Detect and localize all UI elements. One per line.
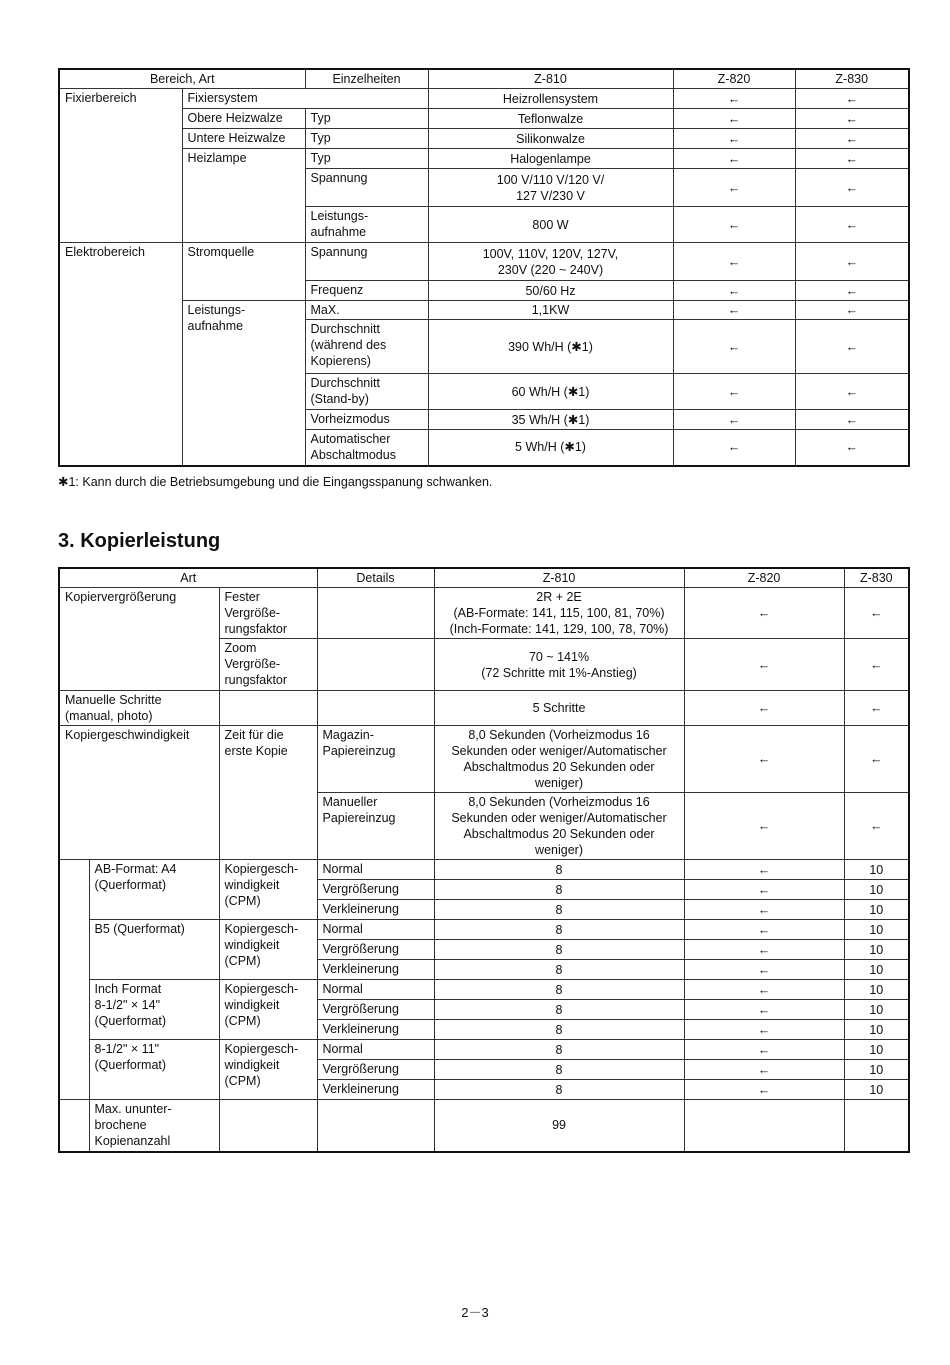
same-as-arrow: ← xyxy=(684,980,844,1000)
tray-feed-label: Magazin- Papiereinzug xyxy=(317,726,434,793)
same-as-arrow: ← xyxy=(673,430,795,466)
z830-cpm: 10 xyxy=(844,860,909,880)
z830-cpm: 10 xyxy=(844,1080,909,1100)
heat-lamp-label: Heizlampe xyxy=(182,149,305,243)
mode-label: Normal xyxy=(317,980,434,1000)
same-as-arrow: ← xyxy=(673,374,795,410)
same-as-arrow: ← xyxy=(673,243,795,281)
z830-cpm: 10 xyxy=(844,1060,909,1080)
same-as-arrow: ← xyxy=(673,89,795,109)
same-as-arrow: ← xyxy=(795,169,909,207)
z810-cpm: 8 xyxy=(434,1040,684,1060)
same-as-arrow: ← xyxy=(684,639,844,691)
format-label: AB-Format: A4 (Querformat) xyxy=(89,860,219,920)
same-as-arrow: ← xyxy=(684,940,844,960)
max-power-value: 1,1KW xyxy=(428,301,673,320)
autooff-label: Automatischer Abschaltmodus xyxy=(305,430,428,466)
avg-copy-label: Durchschnitt (während des Kopierens) xyxy=(305,320,428,374)
z830-cpm: 10 xyxy=(844,940,909,960)
same-as-arrow: ← xyxy=(684,1040,844,1060)
header-area: Bereich, Art xyxy=(59,69,305,89)
table-row xyxy=(59,1040,909,1060)
indent-cell xyxy=(59,1100,89,1152)
same-as-arrow: ← xyxy=(795,109,909,129)
same-as-arrow: ← xyxy=(673,169,795,207)
same-as-arrow: ← xyxy=(673,149,795,169)
table-row xyxy=(59,301,909,320)
autooff-value: 5 Wh/H (✱1) xyxy=(428,430,673,466)
same-as-arrow: ← xyxy=(795,207,909,243)
mode-label: Normal xyxy=(317,1040,434,1060)
z810-cpm: 8 xyxy=(434,880,684,900)
header-details: Einzelheiten xyxy=(305,69,428,89)
table-row xyxy=(59,109,909,129)
format-label: Inch Format 8-1/2" × 14" (Querformat) xyxy=(89,980,219,1040)
manual-steps-value: 5 Schritte xyxy=(434,691,684,726)
same-as-arrow: ← xyxy=(673,281,795,301)
same-as-arrow: ← xyxy=(844,726,909,793)
same-as-arrow: ← xyxy=(684,726,844,793)
avg-copy-value: 390 Wh/H (✱1) xyxy=(428,320,673,374)
cpm-label: Kopiergesch- windigkeit (CPM) xyxy=(219,860,317,920)
specs-table-copy-performance xyxy=(58,567,910,1153)
same-as-arrow: ← xyxy=(684,1020,844,1040)
same-as-arrow: ← xyxy=(673,207,795,243)
zoom-ratio-value: 70 ~ 141% (72 Schritte mit 1%-Anstieg) xyxy=(434,639,684,691)
same-as-arrow: ← xyxy=(684,920,844,940)
fix-system-label: Fixiersystem xyxy=(182,89,428,109)
same-as-arrow: ← xyxy=(795,410,909,430)
same-as-arrow: ← xyxy=(673,109,795,129)
manual-feed-label: Manueller Papiereinzug xyxy=(317,793,434,860)
mode-label: Vergrößerung xyxy=(317,880,434,900)
magnification-label: Kopiervergrößerung xyxy=(59,588,219,691)
same-as-arrow: ← xyxy=(795,320,909,374)
table-row xyxy=(59,860,909,880)
same-as-arrow: ← xyxy=(795,149,909,169)
mode-label: Verkleinerung xyxy=(317,960,434,980)
z810-cpm: 8 xyxy=(434,940,684,960)
upper-roller-value: Teflonwalze xyxy=(428,109,673,129)
area-elec: Elektrobereich xyxy=(59,243,182,466)
header-z810: Z-810 xyxy=(434,568,684,588)
max-copies-label: Max. ununter- brochene Kopienanzahl xyxy=(89,1100,219,1152)
same-as-arrow: ← xyxy=(684,1060,844,1080)
header-z830: Z-830 xyxy=(795,69,909,89)
format-label: 8-1/2" × 11" (Querformat) xyxy=(89,1040,219,1100)
header-z820: Z-820 xyxy=(673,69,795,89)
first-copy-label: Zeit für die erste Kopie xyxy=(219,726,317,860)
mode-label: Verkleinerung xyxy=(317,1020,434,1040)
same-as-arrow: ← xyxy=(844,793,909,860)
mode-label: Normal xyxy=(317,920,434,940)
table-row xyxy=(59,89,909,109)
specs-table-fixing-electrical xyxy=(58,68,910,467)
zoom-ratio-label: Zoom Vergröße- rungsfaktor xyxy=(219,639,317,691)
same-as-arrow: ← xyxy=(673,301,795,320)
same-as-arrow: ← xyxy=(684,880,844,900)
fixed-ratio-label: Fester Vergröße- rungsfaktor xyxy=(219,588,317,639)
same-as-arrow: ← xyxy=(684,793,844,860)
same-as-arrow: ← xyxy=(673,320,795,374)
heat-lamp-voltage-label: Spannung xyxy=(305,169,428,207)
fixed-ratio-value: 2R + 2E (AB-Formate: 141, 115, 100, 81, 70%) (Inch-Formate: 141, 129, 100, 78, 70%) xyxy=(434,588,684,639)
source-voltage-label: Spannung xyxy=(305,243,428,281)
same-as-arrow: ← xyxy=(844,639,909,691)
heat-lamp-power-label: Leistungs- aufnahme xyxy=(305,207,428,243)
power-consumption-label: Leistungs- aufnahme xyxy=(182,301,305,466)
manual-feed-value: 8,0 Sekunden (Vorheizmodus 16 Sekunden oder weniger/Automatischer Abschaltmodus 20 Sekunden oder weniger) xyxy=(434,793,684,860)
same-as-arrow: ← xyxy=(684,960,844,980)
cpm-label: Kopiergesch- windigkeit (CPM) xyxy=(219,980,317,1040)
z830-cpm: 10 xyxy=(844,960,909,980)
lower-roller-detail: Typ xyxy=(305,129,428,149)
table-header-row xyxy=(59,568,909,588)
same-as-arrow: ← xyxy=(795,89,909,109)
mode-label: Normal xyxy=(317,860,434,880)
same-as-arrow: ← xyxy=(673,410,795,430)
same-as-arrow: ← xyxy=(684,860,844,880)
upper-roller-detail: Typ xyxy=(305,109,428,129)
lower-roller-label: Untere Heizwalze xyxy=(182,129,305,149)
power-source-label: Stromquelle xyxy=(182,243,305,301)
same-as-arrow: ← xyxy=(795,430,909,466)
lower-roller-value: Silikonwalze xyxy=(428,129,673,149)
z830-cpm: 10 xyxy=(844,1000,909,1020)
table-row xyxy=(59,129,909,149)
tray-feed-value: 8,0 Sekunden (Vorheizmodus 16 Sekunden oder weniger/Automatischer Abschaltmodus 20 Sekunden oder weniger) xyxy=(434,726,684,793)
mode-label: Verkleinerung xyxy=(317,1080,434,1100)
z810-cpm: 8 xyxy=(434,1020,684,1040)
manual-steps-label: Manuelle Schritte (manual, photo) xyxy=(59,691,219,726)
header-z830: Z-830 xyxy=(844,568,909,588)
same-as-arrow: ← xyxy=(684,900,844,920)
table-row xyxy=(59,920,909,940)
same-as-arrow: ← xyxy=(684,588,844,639)
mode-label: Vergrößerung xyxy=(317,1060,434,1080)
table-row xyxy=(59,726,909,793)
table-row xyxy=(59,243,909,281)
header-details: Details xyxy=(317,568,434,588)
table-row xyxy=(59,149,909,169)
z830-cpm: 10 xyxy=(844,880,909,900)
same-as-arrow: ← xyxy=(795,374,909,410)
frequency-label: Frequenz xyxy=(305,281,428,301)
z830-cpm: 10 xyxy=(844,1040,909,1060)
preheat-value: 35 Wh/H (✱1) xyxy=(428,410,673,430)
heat-lamp-voltage-value: 100 V/110 V/120 V/ 127 V/230 V xyxy=(428,169,673,207)
heat-lamp-power-value: 800 W xyxy=(428,207,673,243)
max-copies-value: 99 xyxy=(434,1100,684,1152)
z830-cpm: 10 xyxy=(844,980,909,1000)
mode-label: Vergrößerung xyxy=(317,1000,434,1020)
z810-cpm: 8 xyxy=(434,920,684,940)
same-as-arrow: ← xyxy=(795,301,909,320)
same-as-arrow: ← xyxy=(795,281,909,301)
same-as-arrow: ← xyxy=(684,1000,844,1020)
indent-cell xyxy=(59,860,89,1100)
heat-lamp-type-label: Typ xyxy=(305,149,428,169)
frequency-value: 50/60 Hz xyxy=(428,281,673,301)
header-z820: Z-820 xyxy=(684,568,844,588)
page-number: 2－3 xyxy=(461,1305,489,1320)
z810-cpm: 8 xyxy=(434,960,684,980)
header-type: Art xyxy=(59,568,317,588)
avg-standby-label: Durchschnitt (Stand-by) xyxy=(305,374,428,410)
source-voltage-value: 100V, 110V, 120V, 127V, 230V (220 ~ 240V) xyxy=(428,243,673,281)
same-as-arrow: ← xyxy=(684,691,844,726)
z810-cpm: 8 xyxy=(434,860,684,880)
heat-lamp-type-value: Halogenlampe xyxy=(428,149,673,169)
same-as-arrow: ← xyxy=(673,129,795,149)
avg-standby-value: 60 Wh/H (✱1) xyxy=(428,374,673,410)
copy-speed-label: Kopiergeschwindigkeit xyxy=(59,726,219,860)
same-as-arrow: ← xyxy=(795,129,909,149)
table-row xyxy=(59,980,909,1000)
z810-cpm: 8 xyxy=(434,980,684,1000)
table-row xyxy=(59,691,909,726)
z810-cpm: 8 xyxy=(434,900,684,920)
z810-cpm: 8 xyxy=(434,1080,684,1100)
max-power-label: MaX. xyxy=(305,301,428,320)
upper-roller-label: Obere Heizwalze xyxy=(182,109,305,129)
same-as-arrow: ← xyxy=(684,1080,844,1100)
fix-system-value: Heizrollensystem xyxy=(428,89,673,109)
table-header-row xyxy=(59,69,909,89)
section-title: 3. Kopierleistung xyxy=(58,530,221,552)
z830-cpm: 10 xyxy=(844,900,909,920)
same-as-arrow: ← xyxy=(795,243,909,281)
footnote: ✱1: Kann durch die Betriebsumgebung und die Eingangsspanung schwanken. xyxy=(58,475,493,489)
format-label: B5 (Querformat) xyxy=(89,920,219,980)
header-z810: Z-810 xyxy=(428,69,673,89)
z830-cpm: 10 xyxy=(844,1020,909,1040)
area-fix: Fixierbereich xyxy=(59,89,182,243)
preheat-label: Vorheizmodus xyxy=(305,410,428,430)
cpm-label: Kopiergesch- windigkeit (CPM) xyxy=(219,1040,317,1100)
z810-cpm: 8 xyxy=(434,1000,684,1020)
mode-label: Vergrößerung xyxy=(317,940,434,960)
z830-cpm: 10 xyxy=(844,920,909,940)
mode-label: Verkleinerung xyxy=(317,900,434,920)
cpm-label: Kopiergesch- windigkeit (CPM) xyxy=(219,920,317,980)
table-row xyxy=(59,1100,909,1152)
same-as-arrow: ← xyxy=(844,588,909,639)
z810-cpm: 8 xyxy=(434,1060,684,1080)
same-as-arrow: ← xyxy=(844,691,909,726)
table-row xyxy=(59,588,909,639)
